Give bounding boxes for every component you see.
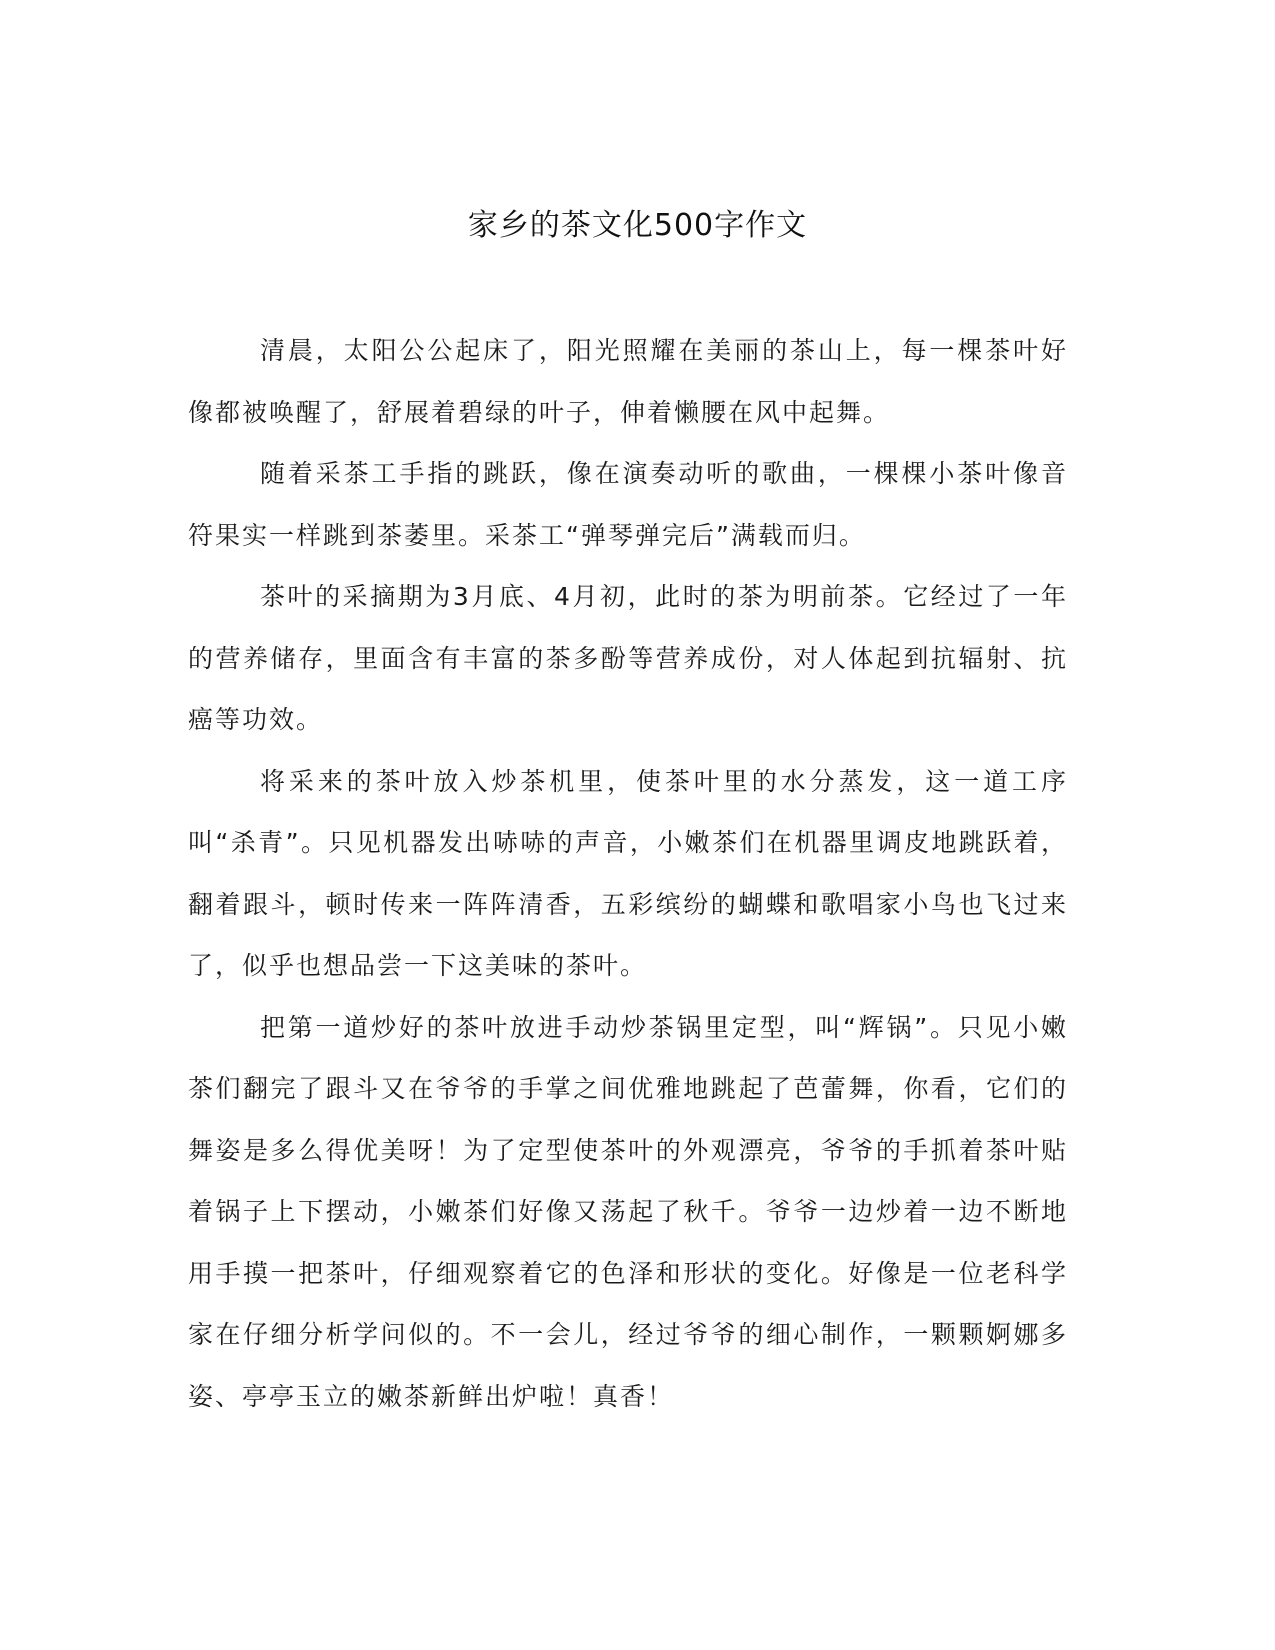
paragraph: 将采来的茶叶放入炒茶机里，使茶叶里的水分蒸发，这一道工序叫“杀青”。只见机器发出哧哧的声音，小嫩茶们在机器里调皮地跳跃着，翻着跟斗，顿时传来一阵阵清香，五彩缤纷的蝴蝶和歌唱家小鸟也飞过来了，似乎也想品尝一下这美味的茶叶。 [188, 766, 1068, 980]
paragraph: 清晨，太阳公公起床了，阳光照耀在美丽的茶山上，每一棵茶叶好像都被唤醒了，舒展着碧绿的叶子，伸着懒腰在风中起舞。 [188, 336, 1068, 427]
paragraph: 把第一道炒好的茶叶放进手动炒茶锅里定型，叫“辉锅”。只见小嫩茶们翻完了跟斗又在爷爷的手掌之间优雅地跳起了芭蕾舞，你看，它们的舞姿是多么得优美呀！为了定型使茶叶的外观漂亮，爷爷的手抓着茶叶贴着锅子上下摆动，小嫩茶们好像又荡起了秋千。爷爷一边炒着一边不断地用手摸一把茶叶，仔细观察着它的色泽和形状的变化。好像是一位老科学家在仔细分析学问似的。不一会儿，经过爷爷的细心制作，一颗颗婀娜多姿、亭亭玉立的嫩茶新鲜出炉啦！真香！ [188, 1012, 1068, 1411]
document-body [188, 320, 1068, 1427]
paragraph: 茶叶的采摘期为3月底、4月初，此时的茶为明前茶。它经过了一年的营养储存，里面含有丰富的茶多酚等营养成份，对人体起到抗辐射、抗癌等功效。 [188, 582, 1068, 734]
document-title: 家乡的茶文化500字作文 [467, 208, 808, 243]
paragraph: 随着采茶工手指的跳跃，像在演奏动听的歌曲，一棵棵小茶叶像音符果实一样跳到茶萎里。采茶工“弹琴弹完后”满载而归。 [188, 459, 1068, 550]
